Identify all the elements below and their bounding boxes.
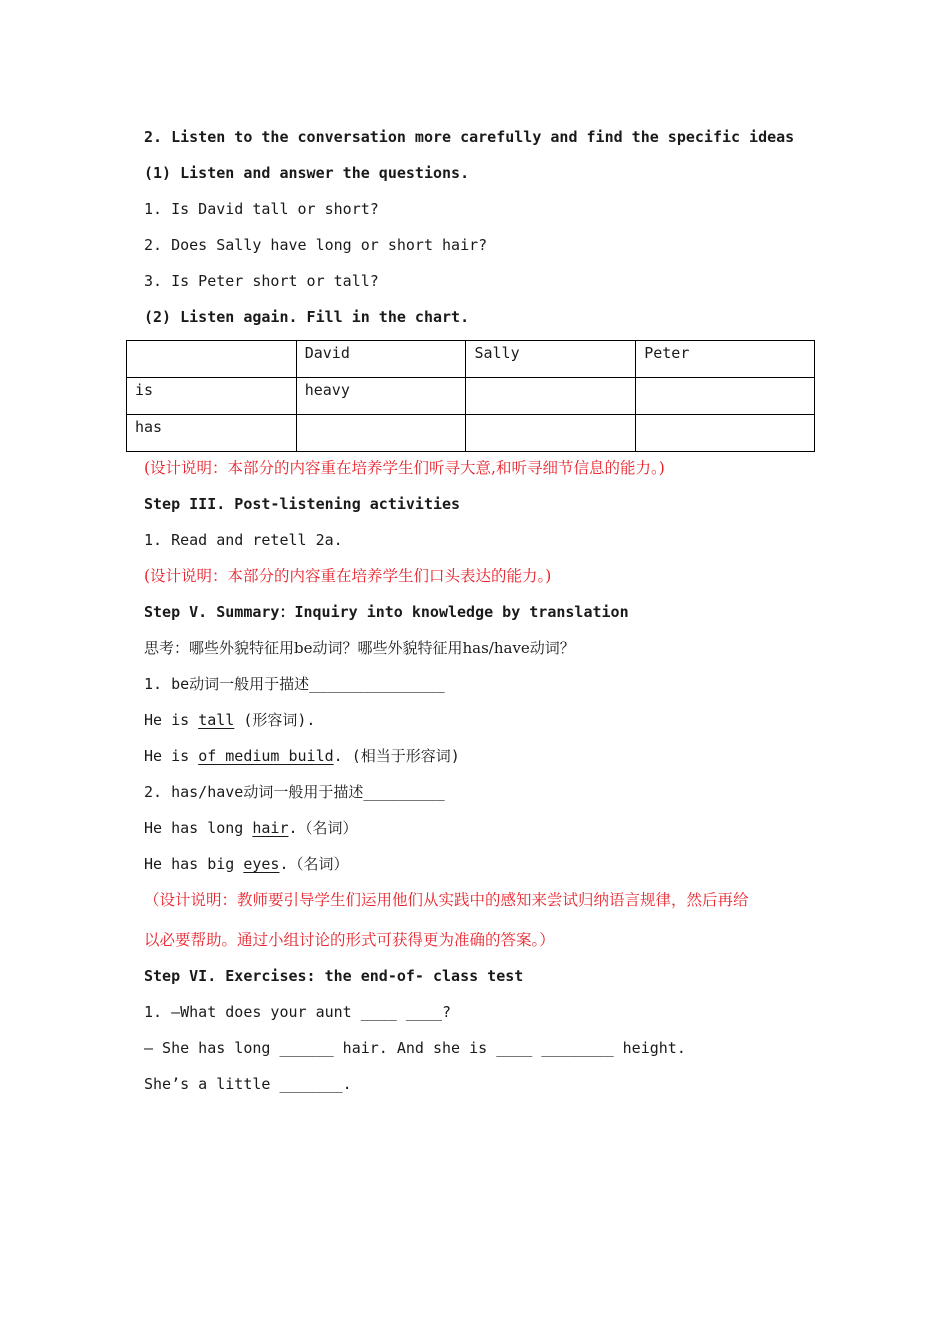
think-question: 思考：哪些外貌特征用be动词？哪些外貌特征用has/have动词？ <box>144 639 575 657</box>
chart-cell <box>636 415 815 452</box>
exercise-question-1: 1. —What does your aunt ____ ____? <box>144 1003 452 1021</box>
example-tall <box>144 710 315 730</box>
example-text: . (相当于形容词) <box>333 747 460 765</box>
example-hair <box>144 818 358 838</box>
chart-header-cell: Peter <box>636 341 815 378</box>
example-text: He has big <box>144 855 244 873</box>
chart-header-cell: David <box>296 341 466 378</box>
part1-title: (1) Listen and answer the questions. <box>144 164 470 182</box>
chart-row-has <box>127 415 815 452</box>
listening-heading: 2. Listen to the conversation more carefully and find the specific ideas <box>144 128 795 146</box>
example-text: .（名词） <box>288 819 358 837</box>
example-keyword: eyes <box>243 855 280 873</box>
question-1: 1. Is David tall or short? <box>144 200 379 218</box>
exercise-last-line: She’s a little _______. <box>144 1075 352 1093</box>
step3-item-1: 1. Read and retell 2a. <box>144 531 343 549</box>
part2-title: (2) Listen again. Fill in the chart. <box>144 308 470 326</box>
chart-cell <box>466 415 636 452</box>
example-keyword: of medium build <box>198 747 334 765</box>
chart-cell: has <box>127 415 297 452</box>
question-3: 3. Is Peter short or tall? <box>144 272 379 290</box>
example-eyes <box>144 854 349 874</box>
chart-cell <box>466 378 636 415</box>
step3-title: Step III. Post-listening activities <box>144 495 461 513</box>
chart-row-is <box>127 378 815 415</box>
example-text: He is <box>144 747 199 765</box>
design-note-3-line1: （设计说明：教师要引导学生们运用他们从实践中的感知来尝试归纳语言规律，然后再给 <box>144 891 749 909</box>
has-verb-line: 2. has/have动词一般用于描述_________ <box>144 783 445 801</box>
example-text: He is <box>144 711 199 729</box>
design-note-1: (设计说明：本部分的内容重在培养学生们听寻大意,和听寻细节信息的能力。) <box>144 459 665 477</box>
example-text: .（名词） <box>279 855 349 873</box>
chart-header-cell: Sally <box>466 341 636 378</box>
example-text: He has long <box>144 819 253 837</box>
example-keyword: tall <box>198 711 235 729</box>
chart-header-row <box>127 341 815 378</box>
step6-title: Step VI. Exercises: the end-of- class test <box>144 967 524 985</box>
step5-title: Step V. Summary：Inquiry into knowledge by translation <box>144 603 629 621</box>
example-build <box>144 746 460 766</box>
chart-cell: heavy <box>296 378 466 415</box>
chart-cell: is <box>127 378 297 415</box>
question-2: 2. Does Sally have long or short hair? <box>144 236 488 254</box>
example-text: (形容词). <box>234 711 316 729</box>
chart-header-cell <box>127 341 297 378</box>
be-verb-line: 1. be动词一般用于描述_______________ <box>144 675 445 693</box>
example-keyword: hair <box>252 819 289 837</box>
chart-cell <box>636 378 815 415</box>
design-note-3-line2: 以必要帮助。通过小组讨论的形式可获得更为准确的答案。） <box>144 931 555 949</box>
exercise-answer-line: — She has long ______ hair. And she is ____ ________ height. <box>144 1039 686 1057</box>
fill-in-chart <box>126 340 815 452</box>
chart-cell <box>296 415 466 452</box>
design-note-2: (设计说明：本部分的内容重在培养学生们口头表达的能力。) <box>144 567 552 585</box>
